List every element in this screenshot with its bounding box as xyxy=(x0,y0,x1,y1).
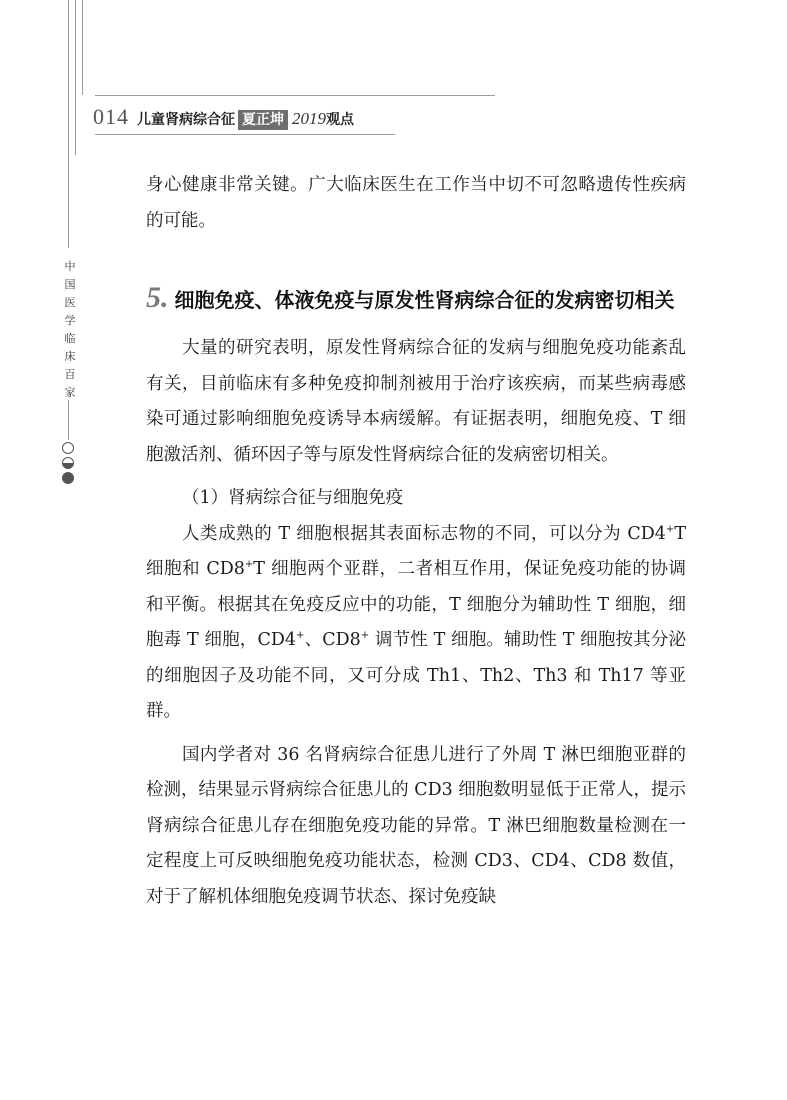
title-suffix: 观点 xyxy=(326,112,354,128)
rule-vertical-right xyxy=(82,0,83,95)
book-title: 儿童肾病综合征 xyxy=(137,112,235,128)
rule-vertical-left xyxy=(68,0,69,248)
paragraph-3: 国内学者对 36 名肾病综合征患儿进行了外周 T 淋巴细胞亚群的检测，结果显示肾病综合征患儿的 CD3 细胞数明显低于正常人，提示肾病综合征患儿存在细胞免疫功能的异常。T 淋巴细胞数量检测在一定程度上可反映细胞免疫功能状态，检测 CD3、CD4、CD8 数值，对于了解机体细胞免疫调节状态、探讨免疫缺 xyxy=(146,744,686,907)
rule-side-lower xyxy=(68,400,69,440)
rule-header-bottom xyxy=(95,134,395,135)
intro-paragraph: 身心健康非常关键。广大临床医生在工作当中切不可忽略遗传性疾病的可能。 xyxy=(146,175,686,231)
section-title: 细胞免疫、体液免疫与原发性肾病综合征的发病密切相关 xyxy=(174,288,675,312)
side-char: 医 xyxy=(64,296,76,309)
side-char: 学 xyxy=(64,314,76,327)
subheading: （1）肾病综合征与细胞免疫 xyxy=(182,488,404,508)
rule-vertical-middle xyxy=(75,0,76,155)
side-char: 百 xyxy=(64,368,76,381)
paragraph-1: 大量的研究表明，原发性肾病综合征的发病与细胞免疫功能紊乱有关，目前临床有多种免疫抑制剂被用于治疗该疾病，而某些病毒感染可通过影响细胞免疫诱导本病缓解。有证据表明，细胞免疫、T 细胞激活剂、循环因子等与原发性肾病综合征的发病密切相关。 xyxy=(146,338,686,465)
paragraph-2: 人类成熟的 T 细胞根据其表面标志物的不同，可以分为 CD4+T 细胞和 CD8+T 细胞两个亚群，二者相互作用，保证免疫功能的协调和平衡。根据其在免疫反应中的功能，T 细胞分为辅助性 T 细胞，细胞毒 T 细胞，CD4+、CD8+ 调节性 T 细胞。辅助性 T 细胞按其分泌的细胞因子及功能不同，又可分成 Th1、Th2、Th3 和 Th17 等亚群。 xyxy=(146,523,687,721)
side-char: 中 xyxy=(64,260,76,273)
decorative-circles xyxy=(61,442,77,487)
series-side-label xyxy=(60,258,80,402)
page-number: 014 xyxy=(93,104,129,129)
side-char: 临 xyxy=(64,332,76,345)
filled-circle-icon xyxy=(62,472,74,484)
edition-year: 2019 xyxy=(292,109,326,128)
section-number: 5. xyxy=(146,281,169,314)
empty-circle-icon xyxy=(62,442,74,454)
side-char: 国 xyxy=(64,278,76,291)
side-char: 床 xyxy=(64,350,76,363)
main-content xyxy=(146,168,686,915)
side-char: 家 xyxy=(64,386,76,399)
author-badge: 夏正坤 xyxy=(238,110,288,130)
running-header xyxy=(93,104,354,132)
half-circle-icon xyxy=(62,457,74,469)
rule-header-top xyxy=(95,95,495,96)
section-heading xyxy=(146,281,686,317)
